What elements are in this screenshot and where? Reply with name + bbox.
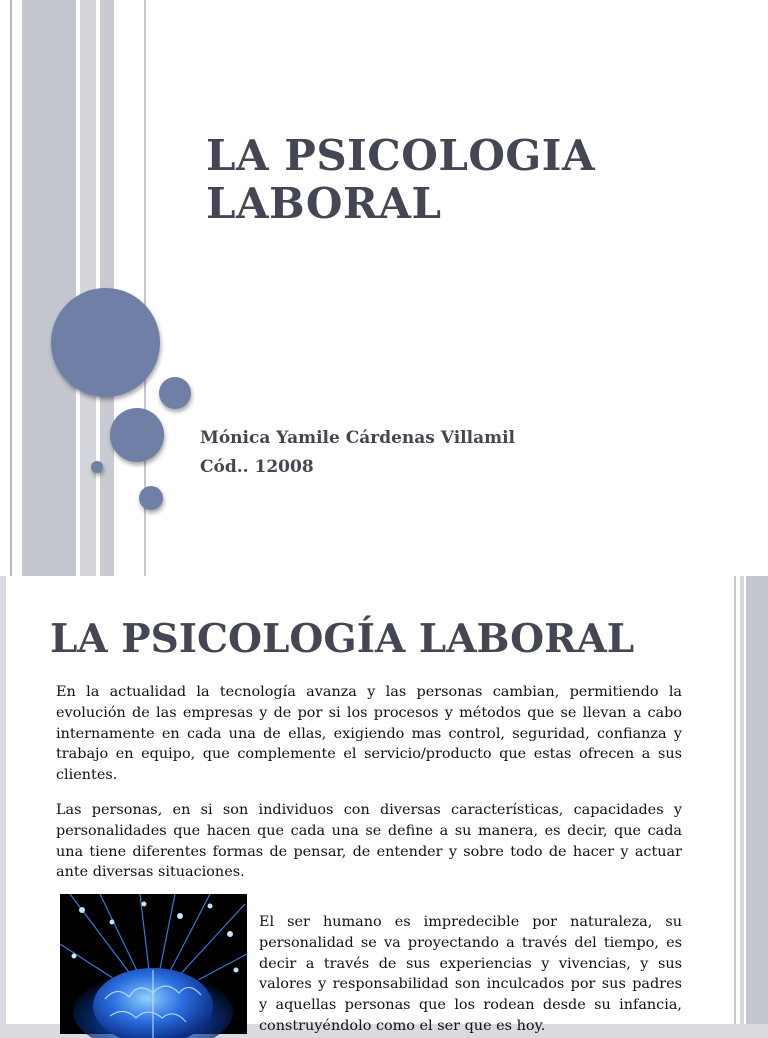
decor-circle-large [51, 288, 160, 397]
decor-circle-tiny [91, 461, 103, 473]
author-code: Cód.. 12008 [200, 457, 314, 477]
brain-image [60, 894, 247, 1034]
author-name: Mónica Yamile Cárdenas Villamil [200, 428, 515, 448]
right-bar-block [746, 576, 768, 1024]
title-line-1: LA PSICOLOGIA [206, 131, 596, 180]
decor-circle-small-2 [139, 486, 163, 510]
decor-circle-medium [110, 408, 164, 462]
brain-illustration [60, 894, 247, 1034]
paragraph-1: En la actualidad la tecnología avanza y las personas cambian, permitiendo la evolución de las empresas y de por si los procesos y métodos que se llevan a cabo internamente en cada una de ellas, exigiendo mas control, seguridad, confianza y trabajo en equipo, que complemente el servicio/producto que estas ofrecen a sus clientes. [56, 684, 682, 784]
decor-circle-small-1 [159, 377, 191, 409]
left-edge-line [0, 576, 6, 1024]
title-line-2: LABORAL [206, 179, 442, 228]
content-slide [0, 576, 768, 1034]
paragraph-2: Las personas, en si son individuos con diversas características, capacidades y personalidades que hacen que cada una se define a su manera, es decir, que cada una tiene diferentes formas de pensar, de entender y sobre todo de hacer y actuar ante diversas situaciones. [56, 802, 682, 881]
left-bar-stripe-3 [80, 0, 96, 576]
left-bar-gray [0, 0, 10, 576]
right-bar-line-1 [734, 576, 736, 1024]
right-bar-line-2 [740, 576, 744, 1024]
content-title: LA PSICOLOGÍA LABORAL [50, 616, 635, 662]
slide-title [206, 132, 726, 228]
left-bar-stripe-2 [22, 0, 76, 576]
author-block [200, 424, 515, 482]
left-bar-stripe-1 [10, 0, 12, 576]
paragraph-3: El ser humano es impredecible por naturaleza, su personalidad se va proyectando a través del tiempo, es decir a través de sus experiencias y vivencias, y sus valores y responsabilidad son inculcados por sus padres y aquellas personas que los rodean desde su infancia, construyéndolo como el ser que es hoy. [259, 914, 682, 1034]
